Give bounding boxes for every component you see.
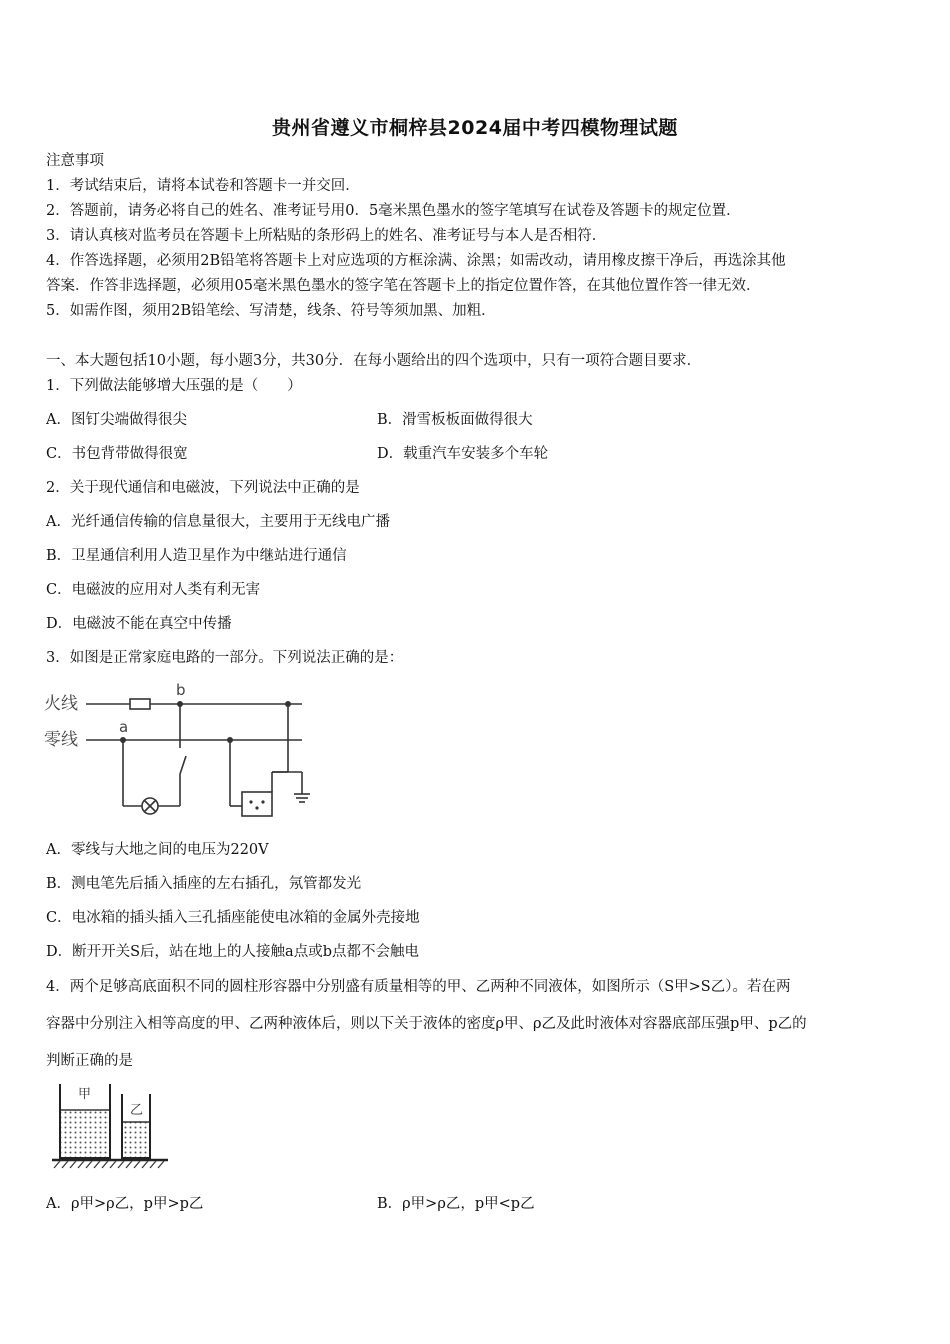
q4-stem-line-1: 4．两个足够高底面积不同的圆柱形容器中分别盛有质量相等的甲、乙两种不同液体，如图所示（S甲>S乙）。若在两 <box>46 979 791 995</box>
notice-item-1: 1．考试结束后，请将本试卷和答题卡一并交回． <box>46 178 360 194</box>
socket-icon <box>242 792 272 816</box>
q3-option-b: B．测电笔先后插入插座的左右插孔，氖管都发光 <box>46 876 362 892</box>
q4-stem-line-3: 判断正确的是 <box>46 1053 133 1069</box>
switch-icon <box>180 756 186 774</box>
point-a-label: a <box>119 718 129 736</box>
notice-item-2: 2．答题前，请务必将自己的姓名、准考证号用0．5毫米黑色墨水的签字笔填写在试卷及答题卡的规定位置． <box>46 203 741 219</box>
notice-item-5: 5．如需作图，须用2B铅笔绘、写清楚，线条、符号等须加黑、加粗． <box>46 303 496 319</box>
section-heading: 一、本大题包括10小题，每小题3分，共30分．在每小题给出的四个选项中，只有一项符合题目要求． <box>46 353 702 369</box>
notice-item-3: 3．请认真核对监考员在答题卡上所粘贴的条形码上的姓名、准考证号与本人是否相符． <box>46 228 607 244</box>
container-left-label: 甲 <box>78 1087 92 1102</box>
point-b-label: b <box>176 681 186 699</box>
q1-option-b: B．滑雪板板面做得很大 <box>377 412 533 428</box>
q2-option-d: D．电磁波不能在真空中传播 <box>46 616 232 632</box>
q4-option-b: B．ρ甲>ρ乙，p甲<p乙 <box>377 1196 535 1212</box>
container-right-label: 乙 <box>130 1103 144 1118</box>
q2-option-b: B．卫星通信利用人造卫星作为中继站进行通信 <box>46 548 347 564</box>
q2-option-c: C．电磁波的应用对人类有利无害 <box>46 582 261 598</box>
q4-stem-line-2: 容器中分别注入相等高度的甲、乙两种液体后，则以下关于液体的密度ρ甲、ρ乙及此时液体对容器底部压强p甲、p乙的 <box>46 1016 807 1032</box>
q1-option-a: A．图钉尖端做得很尖 <box>46 412 187 428</box>
notice-heading: 注意事项 <box>46 153 104 169</box>
q1-stem: 1．下列做法能够增大压强的是（ ） <box>46 378 302 394</box>
q3-option-a: A．零线与大地之间的电压为220V <box>46 842 269 858</box>
q3-option-d: D．断开开关S后，站在地上的人接触a点或b点都不会触电 <box>46 944 419 960</box>
q2-option-a: A．光纤通信传输的信息量很大，主要用于无线电广播 <box>46 514 390 530</box>
notice-item-4: 4．作答选择题，必须用2B铅笔将答题卡上对应选项的方框涂满、涂黑；如需改动，请用橡皮擦干净后，再选涂其他 <box>46 253 786 269</box>
q4-option-a: A．ρ甲>ρ乙，p甲>p乙 <box>46 1196 204 1212</box>
fuse-icon <box>130 699 150 709</box>
q2-stem: 2．关于现代通信和电磁波，下列说法中正确的是 <box>46 480 360 496</box>
q3-option-c: C．电冰箱的插头插入三孔插座能使电冰箱的金属外壳接地 <box>46 910 420 926</box>
q3-stem: 3．如图是正常家庭电路的一部分。下列说法正确的是： <box>46 650 404 666</box>
notice-item-4-cont: 答案．作答非选择题，必须用05毫米黑色墨水的签字笔在答题卡上的指定位置作答，在其他位置作答一律无效． <box>46 278 761 294</box>
page-title: 贵州省遵义市桐梓县2024届中考四模物理试题 <box>272 117 678 139</box>
neutral-wire-label: 零线 <box>44 730 78 750</box>
containers-diagram <box>48 1080 178 1170</box>
live-wire-label: 火线 <box>44 694 78 714</box>
household-circuit-diagram <box>40 678 320 818</box>
q1-option-d: D．载重汽车安装多个车轮 <box>377 446 549 462</box>
q1-option-c: C．书包背带做得很宽 <box>46 446 188 462</box>
